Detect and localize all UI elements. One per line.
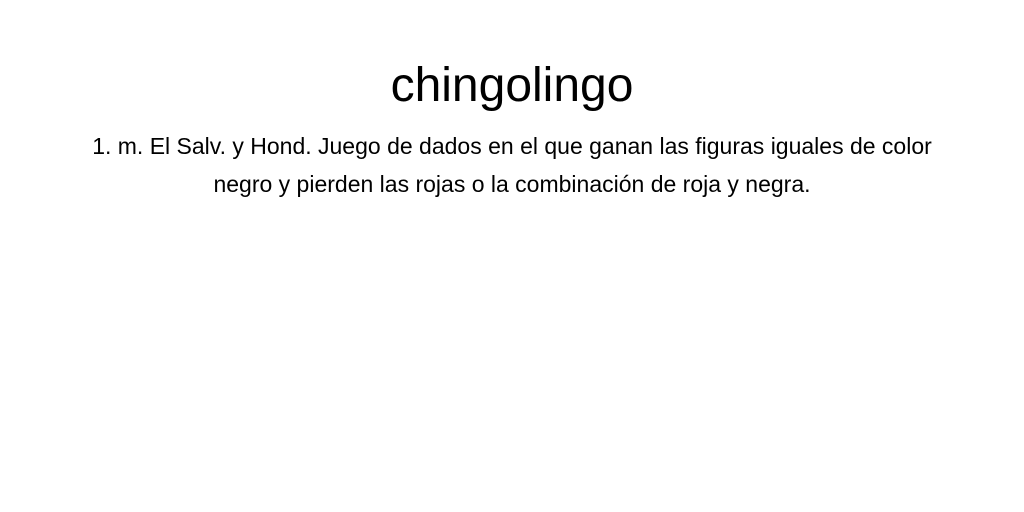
entry-headword: chingolingo — [390, 59, 634, 112]
entry-definition: 1. m. El Salv. y Hond. Juego de dados en el que ganan las figuras iguales de color negro y pierden las rojas o la combinación de roja y negra. — [92, 133, 932, 197]
